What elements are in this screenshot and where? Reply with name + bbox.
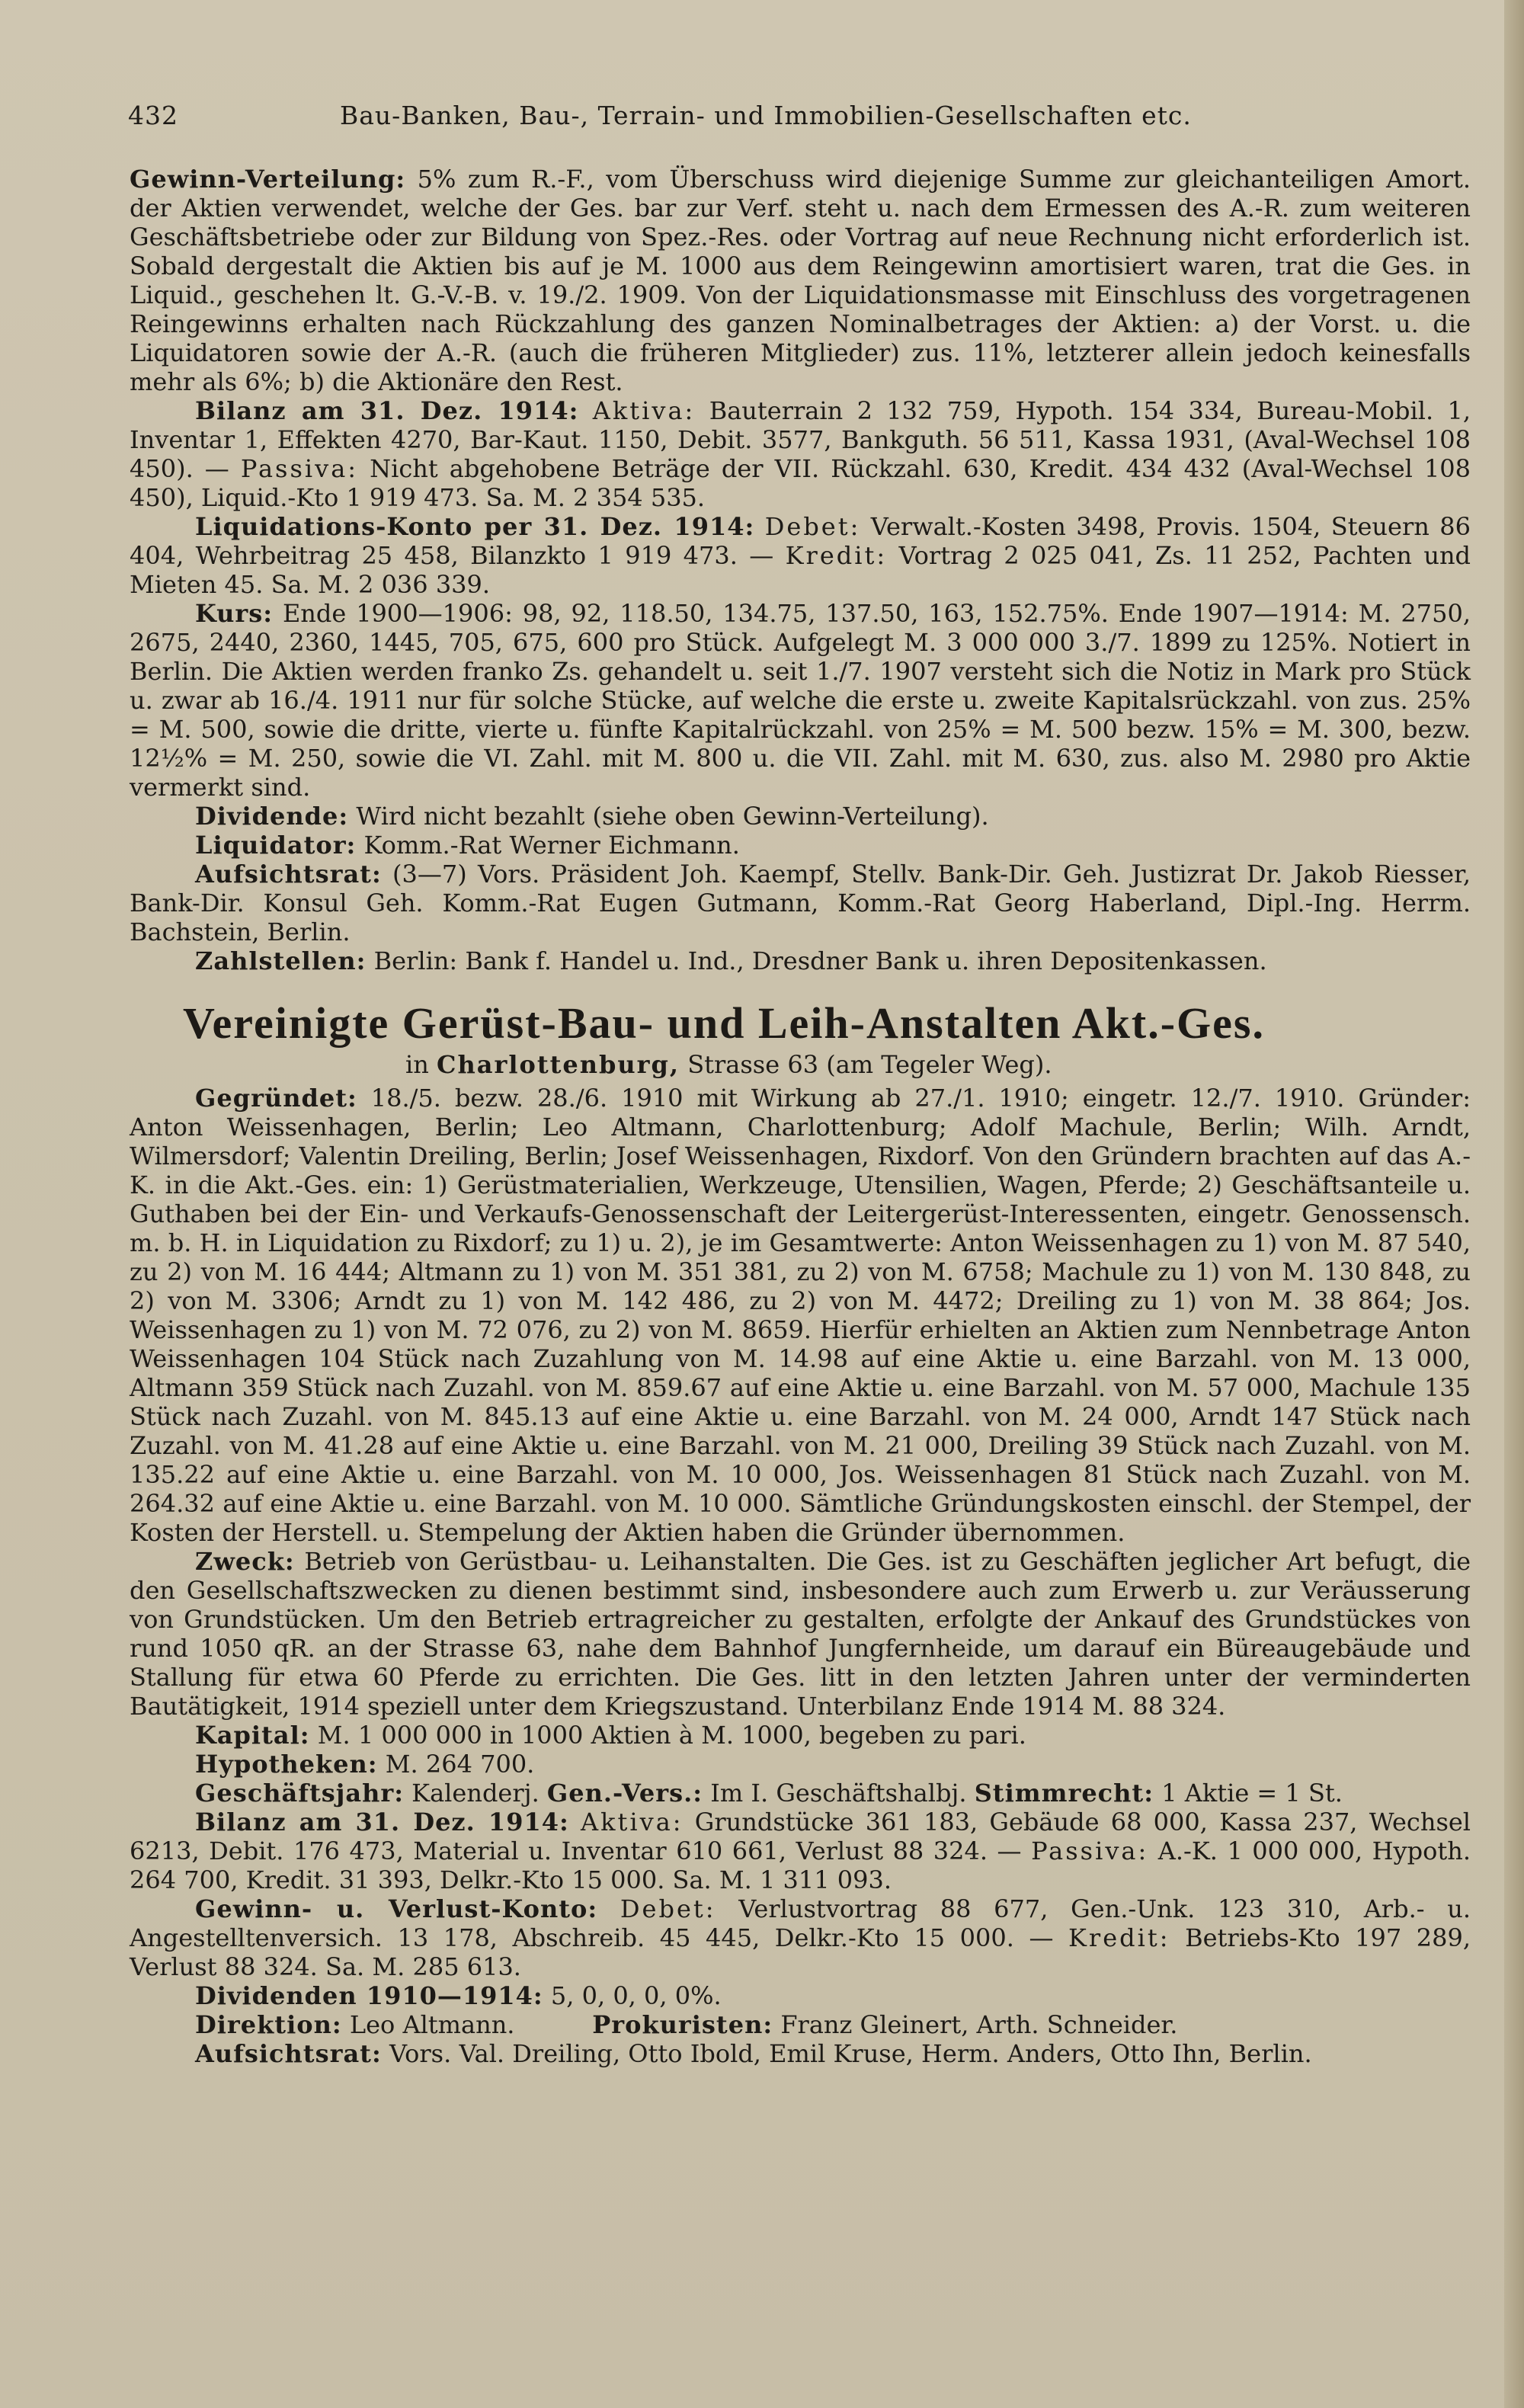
dividenden: Dividenden 1910—1914: 5, 0, 0, 0, 0%. xyxy=(195,1981,722,2010)
bilanz-2: Bilanz am 31. Dez. 1914: Aktiva: Grundstücke 361 183, Gebäude 68 000, Kassa 237, Wechsel 6213, Debit. 176 473, Material u. Inventar 610 661, Verlust 88 324. — Passiva: A.-K. 1 000 000, Hypoth. 264 700, Kredit. 31 393, Delkr.-Kto 15 000. Sa. M. 1 311 093. xyxy=(130,1808,1471,1894)
aufsichtsrat-2: Aufsichtsrat: Vors. Val. Dreiling, Otto Ibold, Emil Kruse, Herm. Anders, Otto Ihn, Berlin. xyxy=(195,2039,1312,2068)
zahlstellen: Zahlstellen: Berlin: Bank f. Handel u. Ind., Dresdner Bank u. ihren Depositenkassen. xyxy=(195,946,1267,975)
page-number: 432 xyxy=(128,101,178,130)
aufsichtsrat-1: Aufsichtsrat: (3—7) Vors. Präsident Joh. Kaempf, Stellv. Bank-Dir. Geh. Justizrat Dr. Jakob Riesser, Bank-Dir. Konsul Geh. Komm.-Rat Eugen Gutmann, Komm.-Rat Georg Haberland, Dipl.-Ing. Herrm. Bachstein, Berlin. xyxy=(130,860,1471,946)
geschaeftsjahr: Geschäftsjahr: Kalenderj. Gen.-Vers.: Im I. Geschäftshalbj. Stimmrecht: 1 Aktie = 1 St. xyxy=(195,1779,1343,1808)
company-title: Vereinigte Gerüst-Bau- und Leih-Anstalten Akt.-Ges. xyxy=(183,998,1265,1048)
page-edge xyxy=(1504,0,1524,2408)
dividende: Dividende: Wird nicht bezahlt (siehe oben Gewinn-Verteilung). xyxy=(195,802,989,831)
zweck: Zweck: Betrieb von Gerüstbau- u. Leihanstalten. Die Ges. ist zu Geschäften jeglicher Art befugt, die den Gesellschaftszwecken zu dienen bestimmt sind, insbesondere auch zum Erwerb u. zur Veräusserung von Grundstücken. Um den Betrieb ertragreicher zu gestalten, erfolgte der Ankauf des Grundstückes von rund 1050 qR. an der Strasse 63, nahe dem Bahnhof Jungfernheide, um darauf ein Büreaugebäude und Stallung für etwa 60 Pferde zu errichten. Die Ges. litt in den letzten Jahren unter der verminderten Bautätigkeit, 1914 speziell unter dem Kriegszustand. Unterbilanz Ende 1914 M. 88 324. xyxy=(130,1547,1471,1721)
bilanz-1914: Bilanz am 31. Dez. 1914: Aktiva: Bauterrain 2 132 759, Hypoth. 154 334, Bureau-Mobil. 1, Inventar 1, Effekten 4270, Bar-Kaut. 1150, Debit. 3577, Bankguth. 56 511, Kassa 1931, (Aval-Wechsel 108 450). — Passiva: Nicht abgehobene Beträge der VII. Rückzahl. 630, Kredit. 434 432 (Aval-Wechsel 108 450), Liquid.-Kto 1 919 473. Sa. M. 2 354 535. xyxy=(130,396,1471,512)
running-head: Bau-Banken, Bau-, Terrain- und Immobilien-Gesellschaften etc. xyxy=(340,101,1192,130)
gewinn-verlust-konto: Gewinn- u. Verlust-Konto: Debet: Verlustvortrag 88 677, Gen.-Unk. 123 310, Arb.- u. Angestelltenversich. 13 178, Abschreib. 45 445, Delkr.-Kto 15 000. — Kredit: Betriebs-Kto 197 289, Verlust 88 324. Sa. M. 285 613. xyxy=(130,1894,1471,1981)
gewinn-verteilung: Gewinn-Verteilung: 5% zum R.-F., vom Überschuss wird diejenige Summe zur gleichanteiligen Amort. der Aktien verwendet, welche der Ges. bar zur Verf. steht u. nach dem Ermessen des A.-R. zum weiteren Geschäftsbetriebe oder zur Bildung von Spez.-Res. oder Vortrag auf neue Rechnung nicht erforderlich ist. Sobald dergestalt die Aktien bis auf je M. 1000 aus dem Reingewinn amortisiert waren, trat die Ges. in Liquid., geschehen lt. G.-V.-B. v. 19./2. 1909. Von der Liquidationsmasse mit Einschluss des vorgetragenen Reingewinns erhalten nach Rückzahlung des ganzen Nominalbetrages der Aktien: a) der Vorst. u. die Liquidatoren sowie der A.-R. (auch die früheren Mitglieder) zus. 11%, letzterer allein jedoch keinesfalls mehr als 6%; b) die Aktionäre den Rest. xyxy=(130,165,1471,396)
gegruendet: Gegründet: 18./5. bezw. 28./6. 1910 mit Wirkung ab 27./1. 1910; eingetr. 12./7. 1910. Gründer: Anton Weissenhagen, Berlin; Leo Altmann, Charlottenburg; Adolf Machule, Berlin; Wilh. Arndt, Wilmersdorf; Valentin Dreiling, Berlin; Josef Weissenhagen, Rixdorf. Von den Gründern brachten auf das A.-K. in die Akt.-Ges. ein: 1) Gerüstmaterialien, Werkzeuge, Utensilien, Wagen, Pferde; 2) Geschäftsanteile u. Guthaben bei der Ein- und Verkaufs-Genossenschaft der Leitergerüst-Interessenten, eingetr. Genossensch. m. b. H. in Liquidation zu Rixdorf; zu 1) u. 2), je im Gesamtwerte: Anton Weissenhagen zu 1) von M. 87 540, zu 2) von M. 16 444; Altmann zu 1) von M. 351 381, zu 2) von M. 6758; Machule zu 1) von M. 130 848, zu 2) von M. 3306; Arndt zu 1) von M. 142 486, zu 2) von M. 4472; Dreiling zu 1) von M. 38 864; Jos. Weissenhagen zu 1) von M. 72 076, zu 2) von M. 8659. Hierfür erhielten an Aktien zum Nennbetrage Anton Weissenhagen 104 Stück nach Zuzahlung von M. 14.98 auf eine Aktie u. eine Barzahl. von M. 13 000, Altmann 359 Stück nach Zuzahl. von M. 859.67 auf eine Aktie u. eine Barzahl. von M. 57 000, Machule 135 Stück nach Zuzahl. von M. 845.13 auf eine Aktie u. eine Barzahl. von M. 24 000, Arndt 147 Stück nach Zuzahl. von M. 41.28 auf eine Aktie u. eine Barzahl. von M. 21 000, Dreiling 39 Stück nach Zuzahl. von M. 135.22 auf eine Aktie u. eine Barzahl. von M. 10 000, Jos. Weissenhagen 81 Stück nach Zuzahl. von M. 264.32 auf eine Aktie u. eine Barzahl. von M. 10 000. Sämtliche Gründungskosten einschl. der Stempel, der Kosten der Herstell. u. Stempelung der Aktien haben die Gründer übernommen. xyxy=(130,1084,1471,1547)
page-body xyxy=(130,165,1471,2068)
company-location: in Charlottenburg, Strasse 63 (am Tegeler Weg). xyxy=(405,1050,1052,1079)
kurs: Kurs: Ende 1900—1906: 98, 92, 118.50, 134.75, 137.50, 163, 152.75%. Ende 1907—1914: M. 2750, 2675, 2440, 2360, 1445, 705, 675, 600 pro Stück. Aufgelegt M. 3 000 000 3./7. 1899 zu 125%. Notiert in Berlin. Die Aktien werden franko Zs. gehandelt u. seit 1./7. 1907 versteht sich die Notiz in Mark pro Stück u. zwar ab 16./4. 1911 nur für solche Stücke, auf welche die erste u. zweite Kapitalsrückzahl. von zus. 25% = M. 500, sowie die dritte, vierte u. fünfte Kapitalrückzahl. von 25% = M. 500 bezw. 15% = M. 300, bezw. 12½% = M. 250, sowie die VI. Zahl. mit M. 800 u. die VII. Zahl. mit M. 630, zus. also M. 2980 pro Aktie vermerkt sind. xyxy=(130,599,1471,802)
hypotheken: Hypotheken: M. 264 700. xyxy=(195,1750,535,1779)
kapital: Kapital: M. 1 000 000 in 1000 Aktien à M. 1000, begeben zu pari. xyxy=(195,1721,1026,1750)
direktion: Direktion: Leo Altmann. Prokuristen: Franz Gleinert, Arth. Schneider. xyxy=(195,2010,1178,2039)
liquidator: Liquidator: Komm.-Rat Werner Eichmann. xyxy=(195,831,740,860)
page-header xyxy=(128,101,1451,134)
liquidations-konto: Liquidations-Konto per 31. Dez. 1914: Debet: Verwalt.-Kosten 3498, Provis. 1504, Steuern 86 404, Wehrbeitrag 25 458, Bilanzkto 1 919 473. — Kredit: Vortrag 2 025 041, Zs. 11 252, Pachten und Mieten 45. Sa. M. 2 036 339. xyxy=(130,512,1471,599)
